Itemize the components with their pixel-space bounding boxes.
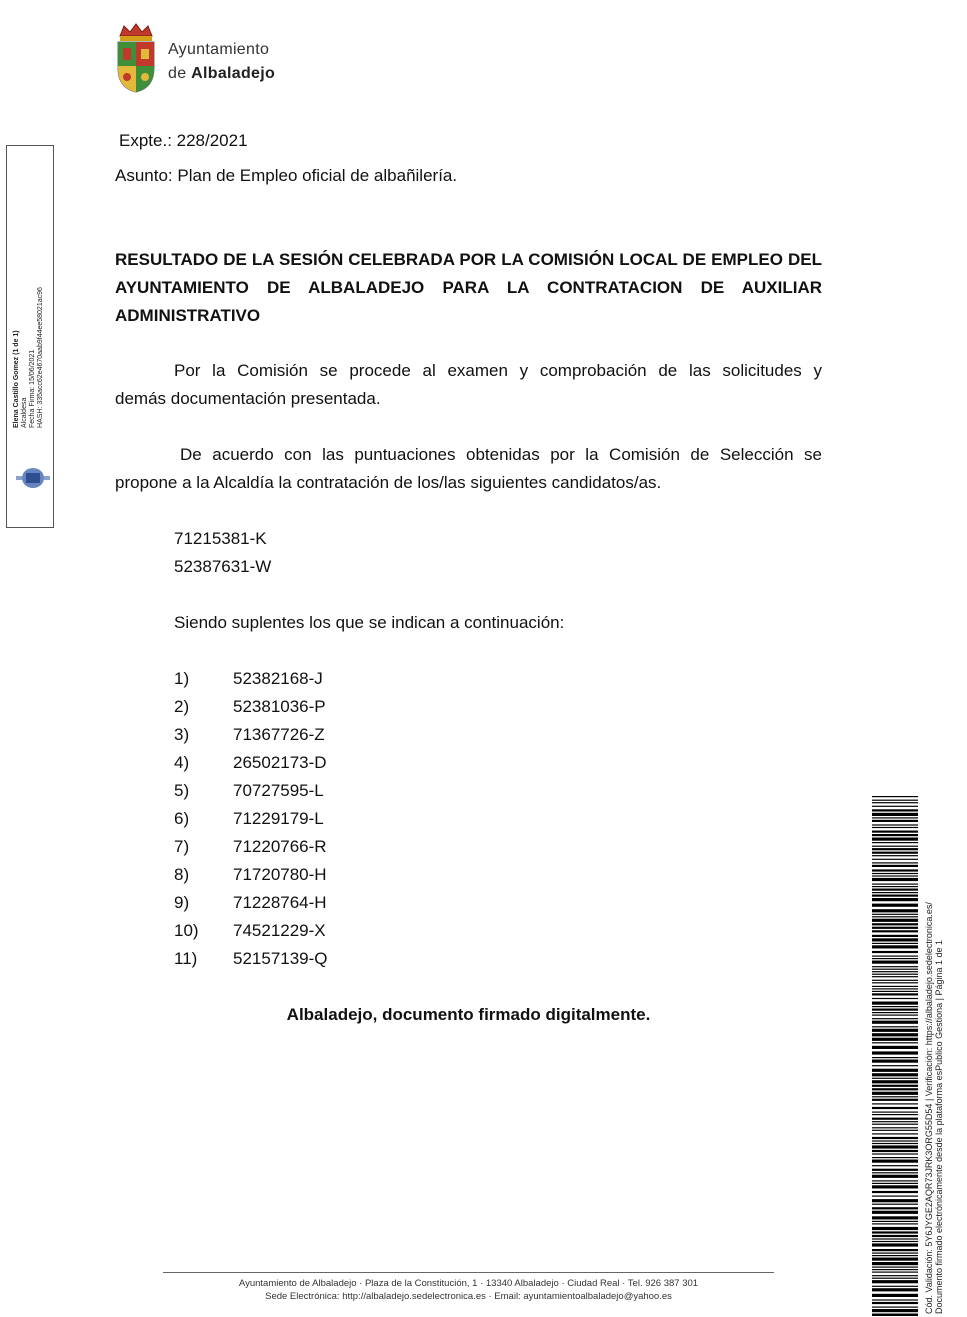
substitute-id: 52382168-J (233, 669, 323, 688)
barcode-bar (872, 1002, 918, 1005)
barcode-bar (872, 909, 918, 912)
barcode-bar (872, 1223, 918, 1224)
substitute-number: 8) (174, 865, 190, 884)
barcode-bar (872, 956, 918, 957)
barcode-bar (872, 1160, 918, 1163)
barcode-bar (872, 1114, 918, 1115)
barcode-bar (872, 991, 918, 992)
barcode-bar (872, 831, 918, 833)
signature-hash: HASH: 335acc62e4670aab9f44ee58021ac96 (37, 287, 44, 428)
barcode-bar (872, 1175, 918, 1178)
substitute-number: 11) (174, 949, 198, 968)
barcode-bar (872, 1307, 918, 1308)
closing-signature-line: Albaladejo, documento firmado digitalmente. (286, 1005, 651, 1024)
barcode-bar (872, 1221, 918, 1222)
barcode-bar (872, 1235, 918, 1237)
barcode-bar (872, 998, 918, 999)
barcode-bar (872, 958, 918, 959)
substitute-id: 70727595-L (233, 781, 324, 800)
signature-seal-icon (13, 465, 53, 491)
barcode-bar (872, 969, 918, 970)
barcode-bar (872, 1112, 918, 1113)
barcode-bar (872, 1314, 918, 1317)
substitute-id: 71220766-R (233, 837, 327, 856)
barcode-bar (872, 1150, 918, 1152)
barcode-bar (872, 923, 918, 925)
footer-contact: Sede Electrónica: http://albaladejo.sedelectronica.es · Email: ayuntamientoalbaladejo@yahoo.es (265, 1291, 672, 1302)
table-row (174, 945, 328, 973)
substitute-number: 1) (174, 669, 190, 688)
barcode-bar (872, 1309, 918, 1312)
barcode-bar (872, 895, 918, 897)
heading-line-1: RESULTADO DE LA SESIÓN CELEBRADA POR LA COMISIÓN LOCAL DE EMPLEO DEL (115, 250, 822, 269)
substitute-number: 9) (174, 893, 190, 912)
barcode-bar (872, 834, 918, 836)
paragraph-examination (115, 357, 822, 413)
barcode-bar (872, 938, 918, 941)
barcode-bar (872, 1185, 918, 1188)
barcode-bar (872, 838, 918, 841)
barcode-bar (872, 1107, 918, 1109)
barcode-bar (872, 1130, 918, 1131)
barcode-bar (872, 796, 918, 797)
barcode-bar (872, 980, 918, 981)
substitute-number: 10) (174, 921, 199, 940)
barcode-bar (872, 988, 918, 989)
substitute-number: 6) (174, 809, 190, 828)
barcode-bar (872, 1258, 918, 1261)
footer-divider (163, 1272, 774, 1273)
barcode-bar (872, 1172, 918, 1173)
barcode-bar (872, 1196, 918, 1197)
barcode-bar (872, 1133, 918, 1134)
subject-line: Asunto: Plan de Empleo oficial de albañilería. (115, 166, 458, 185)
barcode-bar (872, 1241, 918, 1242)
barcode-bar (872, 1096, 918, 1097)
barcode-bar (872, 852, 918, 854)
barcode-bar (872, 1199, 918, 1202)
barcode-bar (872, 884, 918, 885)
barcode-bar (872, 986, 918, 987)
table-row (174, 665, 323, 693)
signer-role: Alcaldesa (21, 397, 28, 428)
barcode-bar (872, 846, 918, 847)
barcode-bar (872, 848, 918, 850)
barcode-bar (872, 1243, 918, 1246)
barcode-bar (872, 1078, 918, 1079)
barcode-bar (872, 1006, 918, 1007)
table-row (174, 917, 326, 945)
barcode-bar (872, 1088, 918, 1090)
substitute-number: 2) (174, 697, 190, 716)
barcode-bar (872, 1051, 918, 1054)
barcode-bar (872, 865, 918, 867)
barcode-bar (872, 951, 918, 953)
barcode-bar (872, 824, 918, 825)
barcode-bar (872, 1069, 918, 1072)
barcode-bar (872, 1015, 918, 1016)
barcode-bar (872, 1046, 918, 1049)
barcode-bar (872, 927, 918, 929)
barcode-bar (872, 1127, 918, 1128)
barcode-bar (872, 1294, 918, 1297)
barcode-bar (872, 930, 918, 932)
barcode-bar (872, 898, 918, 901)
substitute-id: 74521229-X (233, 921, 326, 940)
barcode-bar (872, 1249, 918, 1251)
barcode-bar (872, 945, 918, 948)
barcode-bar (872, 1255, 918, 1256)
barcode-bar (872, 1253, 918, 1254)
barcode-bar (872, 966, 918, 967)
logo-name: Albaladejo (191, 65, 276, 82)
paragraph-2-line-1: De acuerdo con las puntuaciones obtenidas por la Comisión de Selección se (180, 445, 822, 464)
barcode-bar (872, 1183, 918, 1184)
barcode-bar (872, 982, 918, 983)
substitute-id: 71229179-L (233, 809, 324, 828)
barcode-bar (872, 1272, 918, 1273)
barcode-bar (872, 1121, 918, 1122)
barcode-bar (872, 971, 918, 972)
barcode-bar (872, 914, 918, 915)
signature-text (13, 287, 45, 428)
validation-barcode (872, 796, 918, 1316)
signature-date: Fecha Firma: 15/06/2021 (29, 349, 36, 428)
barcode-bar (872, 935, 918, 937)
barcode-bar (872, 802, 918, 803)
barcode-bar (872, 1191, 918, 1193)
substitute-id: 71720780-H (233, 865, 327, 884)
barcode-bar (872, 1238, 918, 1239)
candidate-list (174, 525, 271, 581)
barcode-bar (872, 1137, 918, 1139)
substitute-id: 26502173-D (233, 753, 327, 772)
validation-line-2: Documento firmado electrónicamente desde la plataforma esPublico Gestiona | Página 1 de 1 (934, 939, 944, 1314)
barcode-bar (872, 862, 918, 863)
substitute-id: 71367726-Z (233, 725, 325, 744)
paragraph-1-line-1: Por la Comisión se procede al examen y comprobación de las solicitudes y (174, 361, 822, 380)
signer-name: Elena Castillo Gomez (1 de 1) (13, 330, 20, 428)
barcode-bar (872, 878, 918, 881)
barcode-bar (872, 1157, 918, 1158)
logo-prefix: de (168, 65, 187, 82)
barcode-bar (872, 873, 918, 874)
validation-code-text (924, 794, 944, 1314)
barcode-bar (872, 859, 918, 860)
barcode-bar (872, 1180, 918, 1181)
barcode-bar (872, 1165, 918, 1166)
paragraph-2-line-2: propone a la Alcaldía la contratación de los/las siguientes candidatos/as. (115, 473, 662, 492)
document-heading (115, 246, 822, 330)
barcode-bar (872, 1080, 918, 1083)
barcode-bar (872, 889, 918, 891)
barcode-bar (872, 904, 918, 907)
barcode-bar (872, 961, 918, 964)
barcode-bar (872, 1029, 918, 1032)
footer-address: Ayuntamiento de Albaladejo · Plaza de la Constitución, 1 · 13340 Albaladejo · Ciudad Real · Tel. 926 387 301 (238, 1278, 699, 1289)
validation-line-1: Cód. Validación: 5Y6JYGE2AQR73JRK3ORG55D54 | Verificación: https://albaladejo.sedelectronica.es/ (924, 902, 934, 1314)
barcode-bar (872, 1288, 918, 1291)
barcode-bar (872, 1286, 918, 1287)
barcode-bar (872, 1009, 918, 1011)
barcode-bar (872, 1269, 918, 1270)
barcode-bar (872, 1099, 918, 1101)
barcode-bar (872, 1145, 918, 1148)
barcode-bar (872, 1262, 918, 1265)
barcode-bar (872, 855, 918, 856)
logo-line-2 (168, 62, 275, 86)
barcode-bar (872, 943, 918, 944)
barcode-bar (872, 1092, 918, 1095)
heading-line-2: AYUNTAMIENTO DE ALBALADEJO PARA LA CONTRATACION DE AUXILIAR (115, 278, 822, 297)
table-row (174, 833, 327, 861)
barcode-bar (872, 919, 918, 922)
barcode-bar (872, 1073, 918, 1076)
substitute-id: 52157139-Q (233, 949, 328, 968)
barcode-bar (872, 1124, 918, 1125)
barcode-bar (872, 1231, 918, 1233)
barcode-bar (872, 1065, 918, 1066)
barcode-bar (872, 820, 918, 822)
barcode-bar (872, 1169, 918, 1171)
barcode-bar (872, 809, 918, 811)
barcode-bar (872, 1012, 918, 1013)
barcode-bar (872, 817, 918, 818)
barcode-bar (872, 892, 918, 893)
barcode-bar (872, 1057, 918, 1058)
barcode-bar (872, 1021, 918, 1024)
barcode-bar (872, 869, 918, 871)
barcode-bar (872, 976, 918, 977)
barcode-bar (872, 1060, 918, 1063)
table-row (174, 777, 324, 805)
barcode-bar (872, 1118, 918, 1120)
barcode-bar (872, 1153, 918, 1154)
substitute-number: 4) (174, 753, 190, 772)
substitutes-intro: Siendo suplentes los que se indican a continuación: (174, 613, 565, 632)
table-row (174, 805, 324, 833)
table-row (174, 889, 327, 917)
substitute-number: 5) (174, 781, 190, 800)
barcode-bar (872, 1275, 918, 1276)
barcode-bar (872, 842, 918, 843)
barcode-bar (872, 800, 918, 801)
barcode-bar (872, 916, 918, 917)
table-row (174, 693, 326, 721)
barcode-bar (872, 1038, 918, 1041)
barcode-bar (872, 1207, 918, 1209)
barcode-bar (872, 1211, 918, 1214)
barcode-bar (872, 1143, 918, 1144)
paragraph-1-line-2: demás documentación presentada. (115, 389, 381, 408)
barcode-bar (872, 813, 918, 816)
municipal-coat-of-arms-icon (114, 22, 158, 94)
barcode-bar (872, 1280, 918, 1283)
barcode-bar (872, 827, 918, 828)
substitute-number: 3) (174, 725, 190, 744)
barcode-bar (872, 974, 918, 975)
table-row (174, 721, 325, 749)
barcode-bar (872, 1299, 918, 1300)
substitute-id: 71228764-H (233, 893, 327, 912)
file-number: Expte.: 228/2021 (119, 131, 248, 150)
substitute-number: 7) (174, 837, 190, 856)
barcode-bar (872, 875, 918, 876)
municipality-logo-text (168, 38, 275, 86)
table-row (174, 861, 327, 889)
substitute-id: 52381036-P (233, 697, 326, 716)
barcode-bar (872, 1278, 918, 1279)
barcode-bar (872, 1204, 918, 1205)
heading-line-3: ADMINISTRATIVO (115, 306, 261, 325)
barcode-bar (872, 1018, 918, 1019)
list-item: 52387631-W (174, 557, 272, 576)
barcode-bar (872, 993, 918, 995)
barcode-bar (872, 1302, 918, 1304)
barcode-bar (872, 806, 918, 807)
barcode-bar (872, 886, 918, 887)
barcode-bar (872, 1216, 918, 1219)
barcode-bar (872, 1140, 918, 1141)
list-item: 71215381-K (174, 529, 267, 548)
table-row (174, 749, 327, 777)
logo-line-1: Ayuntamiento (168, 41, 270, 58)
paragraph-proposal (115, 441, 822, 497)
barcode-bar (872, 1033, 918, 1036)
barcode-bar (872, 1026, 918, 1027)
barcode-bar (872, 1042, 918, 1043)
barcode-bar (872, 1103, 918, 1104)
barcode-bar (872, 1267, 918, 1268)
barcode-bar (872, 1227, 918, 1230)
barcode-bar (872, 1085, 918, 1087)
